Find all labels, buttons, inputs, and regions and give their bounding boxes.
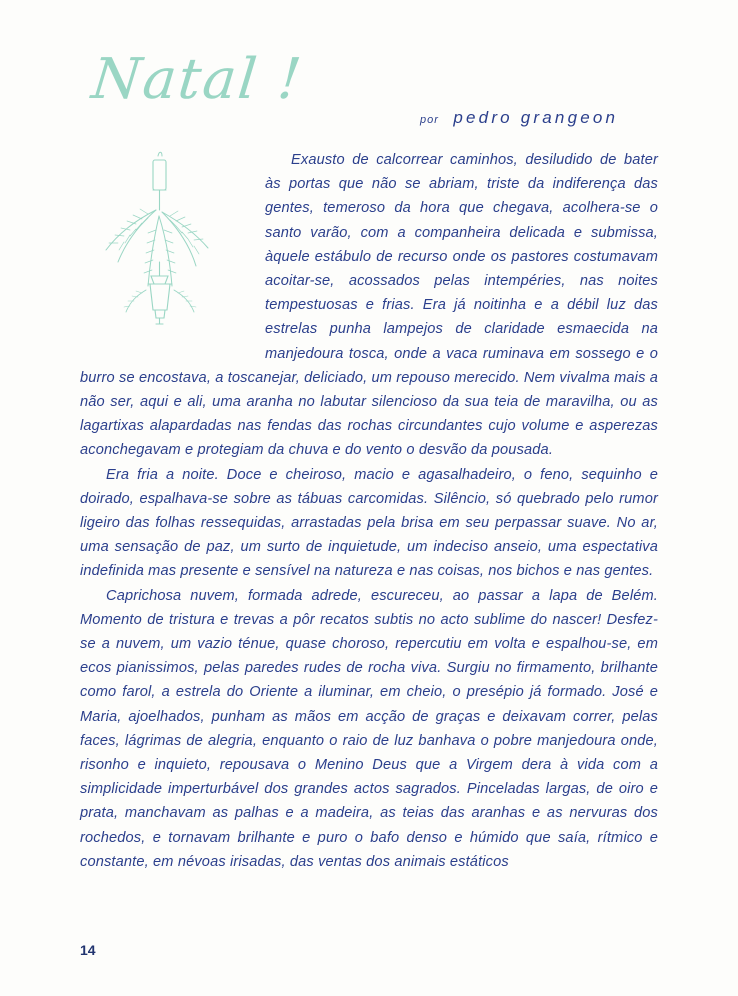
paragraph-1-text: Exausto de calcorrear caminhos, desiludido de bater às portas que não se abriam, triste da indiferença das gentes, temeroso da hora que chegava, acolhera-se o santo varão, com a companheira delicada e submissa, àquele estábulo de recurso onde os pastores costumavam acoitar-se, acossados pelas intempéries, nas noites tempestuosas e frias. Era já noitinha e a débil luz das estrelas punha lampejos de claridade esmaecida na manjedoura tosca, onde a vaca ruminava em sossego e o burro se encostava, a toscanejar, deliciado, um repouso merecido. Nem vivalma mais a não ser, aqui e ali, uma aranha no labutar silencioso da sua teia de maravilha, ou as lagartixas alapardadas nas fendas das rochas circundantes cujo volume e asperezas aconchegavam e protegiam da chuva e do vento o desvão da pousada. bbox=[80, 152, 658, 459]
paragraph-3: Caprichosa nuvem, formada adrede, escureceu, ao passar a lapa de Belém. Momento de tristura e trevas a pôr recatos subtis no acto sublime do nascer! Desfez-se a nuvem, um vazio ténue, quase choroso, repercutiu em volta e espalhou-se, em ecos pianissimos, pelas paredes rudes de rocha viva. Surgiu no firmamento, brilhante como farol, a estrela do Oriente a iluminar, em cheio, o presépio já formado. José e Maria, ajoelhados, punham as mãos em acção de graças e deixavam correr, pelas faces, lágrimas de alegria, enquanto o raio de luz banhava o pobre manjedoura onde, risonho e inquieto, repousava o Menino Deus que a Virgem dera à vida com a simplicidade imperturbável dos grandes actos sagrados. Pinceladas largas, de oiro e prata, manchavam as palhas e a madeira, as teias das aranhas e as nervuras dos rochedos, e tornavam brilhante e puro o bafo denso e húmido que saía, rítmico e constante, em névoas irisadas, das ventas dos animais estáticos bbox=[80, 587, 658, 870]
paragraph-1 bbox=[80, 148, 658, 463]
byline-prefix: por bbox=[420, 114, 439, 126]
page-title: Natal ! bbox=[88, 47, 306, 112]
byline bbox=[420, 108, 618, 128]
page-number: 14 bbox=[80, 942, 96, 958]
illustration-text-wrap-spacer bbox=[80, 148, 265, 343]
paragraph-2: Era fria a noite. Doce e cheiroso, macio e agasalhadeiro, o feno, sequinho e doirado, espalhava-se sobre as tábuas carcomidas. Silêncio, só quebrado pelo rumor ligeiro das folhas ressequidas, arrastadas pela brisa em seu perpassar suave. No ar, uma sensação de paz, um surto de inquietude, um indeciso anseio, uma espectativa indefinida mas presente e sensível na natureza e nas coisas, nos bichos e nas gentes. bbox=[80, 466, 658, 580]
article-title-block bbox=[88, 47, 392, 132]
article-body bbox=[80, 148, 658, 874]
byline-author: pedro grangeon bbox=[453, 108, 619, 127]
